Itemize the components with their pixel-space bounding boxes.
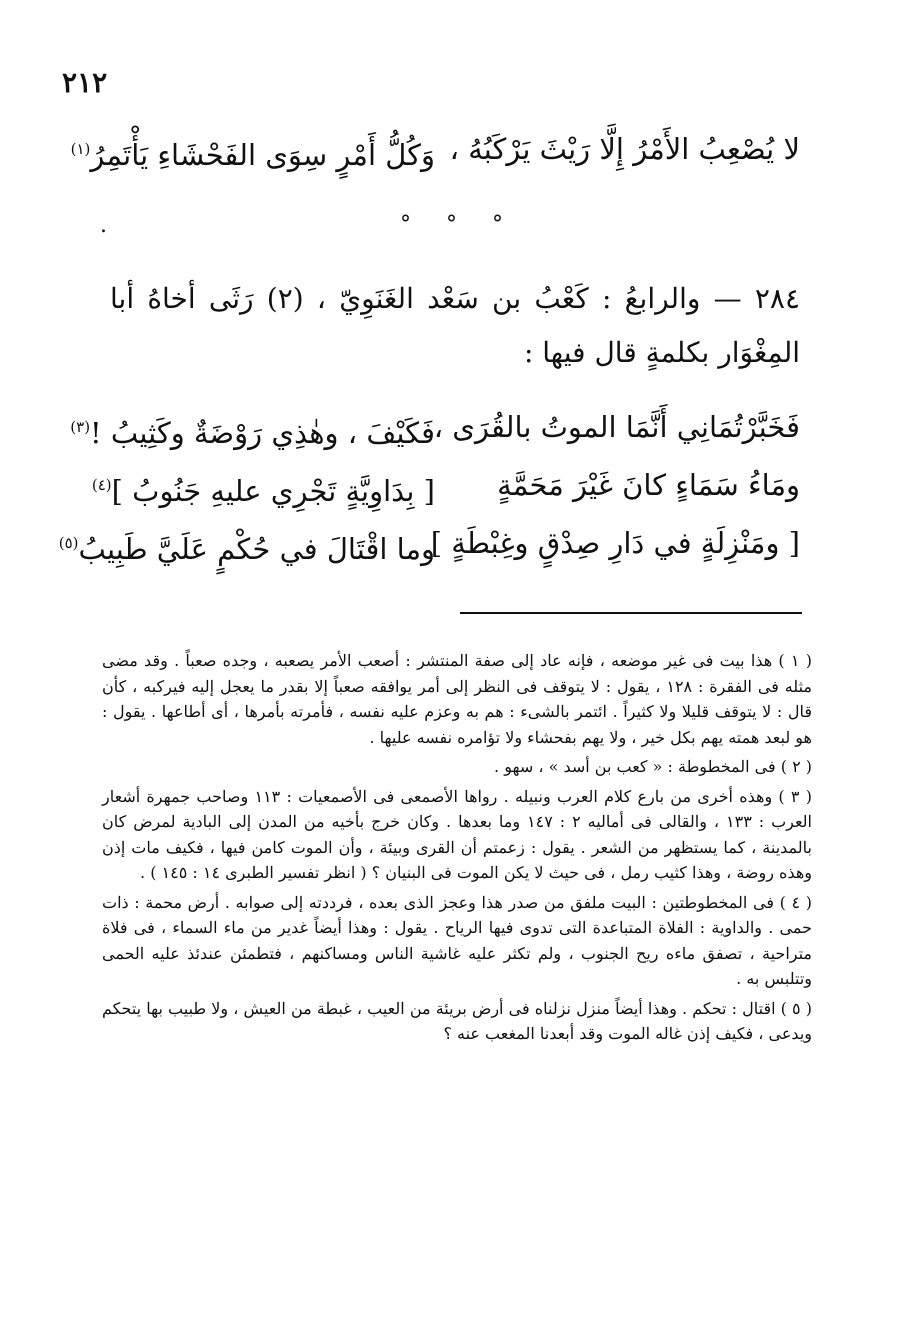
footnote-ref: (٣) [70,418,91,436]
verse-second-hemistich [91,460,435,516]
verse-second-hemistich [70,402,435,458]
footnote-divider [460,612,802,614]
verse-second-hemistich-text: وَكُلُّ أَمْرٍ سِوَى الفَحْشَاءِ يَأْتَمِرُ [90,137,435,172]
verse-line [91,460,800,510]
footnote: ( ٥ ) اقتال : تحكم . وهذا أيضاً منزل نزلناه فى أرض بريئة من العيب ، غبطة من العيش ، ولا طبيب بها يتحكم ويدعى ، فكيف إذن غاله الموت وقد أبعدنا المغعب عنه ؟ [102,998,813,1043]
verse-second-hemistich-text: وما اقْتَالَ في حُكْمٍ عَلَيَّ طَبِيبُ [78,531,435,566]
verse-first-hemistich: [ ومَنْزِلَةٍ في دَارِ صِدْقٍ وغِبْطَةٍ ] [430,526,800,560]
page-number: ٢١٢ [62,66,108,99]
footnote-ref: (٤) [91,476,112,494]
footnote: ( ٢ ) فى المخطوطة : « كعب بن أسد » ، سهو . [494,757,812,776]
footnote: ( ٣ ) وهذه أخرى من بارع كلام العرب ونبيله . رواها الأصمعى فى الأصمعيات : ١١٣ وصاحب جمهرة أشعار العرب : ١٣٣ ، والقالى فى أماليه ٢ : ١٤٧ وما بعدها . وكان خرج بأخيه من المدن إلى البادية لمرض كان بالمدينة ، كما يستظهر من الشعر . يقول : زعمتم أن القرى وبيئة ، وأن الموت كامن فيها ، فكيف مات إذن وهذه روضة ، وهذا كثيب رمل ، فى حيث لا يكن الموت فى البنيان ؟ ( انظر تفسير الطبرى ١٤ : ١٤٥ ) . [102,786,813,882]
verse-line [58,518,800,568]
verse-first-hemistich: فَخَبَّرْتُمَانِي أَنَّمَا الموتُ بالقُرَى ، [433,410,800,444]
footnote-ref: (١) [70,140,91,158]
verse-line [70,402,800,452]
section-separator: ° ° ° [400,212,517,237]
verse-line [70,124,800,174]
verse-first-hemistich: ومَاءُ سَمَاءٍ كانَ غَيْرَ مَحَمَّةٍ [497,468,800,502]
verse-second-hemistich-text: [ بِدَاوِيَّةٍ تَجْرِي عليهِ جَنُوبُ ] [111,473,435,508]
footnote-ref: (٥) [58,534,79,552]
verse-first-hemistich: لا يُصْعِبُ الأَمْرُ إِلَّا رَيْثَ يَرْكَبُهُ ، [449,132,800,166]
intro-paragraph: ٢٨٤ — والرابعُ : كَعْبُ بن سَعْد الغَنَوِيّ ، (٢) رَثَى أخاهُ أبا المِغْوَار بكلمةٍ قال فيها : [110,282,801,369]
separator-dot: . [100,213,107,238]
footnote: ( ٤ ) فى المخطوطتين : البيت ملفق من صدر هذا وعجز الذى بعده ، فرددته إلى صوابه . أرض محمة : ذات حمى . والداوية : الفلاة المتباعدة التى تدوى فيها الرياح . يقول : وهذا أيضاً غدير من ماء السماء ، فى فلاة متراحية ، تصفق ماءه ريح الجنوب ، ولم تكثر عليه غاشية الناس ومساكنهم ، فتطمئن عندئذ عليه الحمى وتتلبس به . [102,892,813,988]
footnotes [102,648,812,1051]
verse-second-hemistich [70,124,435,180]
verse-second-hemistich [58,518,435,574]
verse-second-hemistich-text: فَكَيْفَ ، وهٰذِي رَوْضَةٌ وكَثِيبُ ! [90,415,435,450]
footnote: ( ١ ) هذا بيت فى غير موضعه ، فإنه عاد إلى صفة المنتشر : أصعب الأمر يصعبه ، وجده صعباً . وقد مضى مثله فى الفقرة : ١٢٨ ، يقول : لا يتوقف فى النظر إلى أمر يوافقه صعباً إلا بقدر ما يعجل إليه فيركبه ، كأن قال : لا يتوقف قليلا ولا كثيراً . ائتمر بالشىء : هم به وعزم عليه نفسه ، فأمرته بأمرها ، أى أطاعها . يقول : هو لبعد همته يهم بكل خير ، ولا يهم بفحشاء ولا تؤامره نفسه عليها . [102,651,812,747]
